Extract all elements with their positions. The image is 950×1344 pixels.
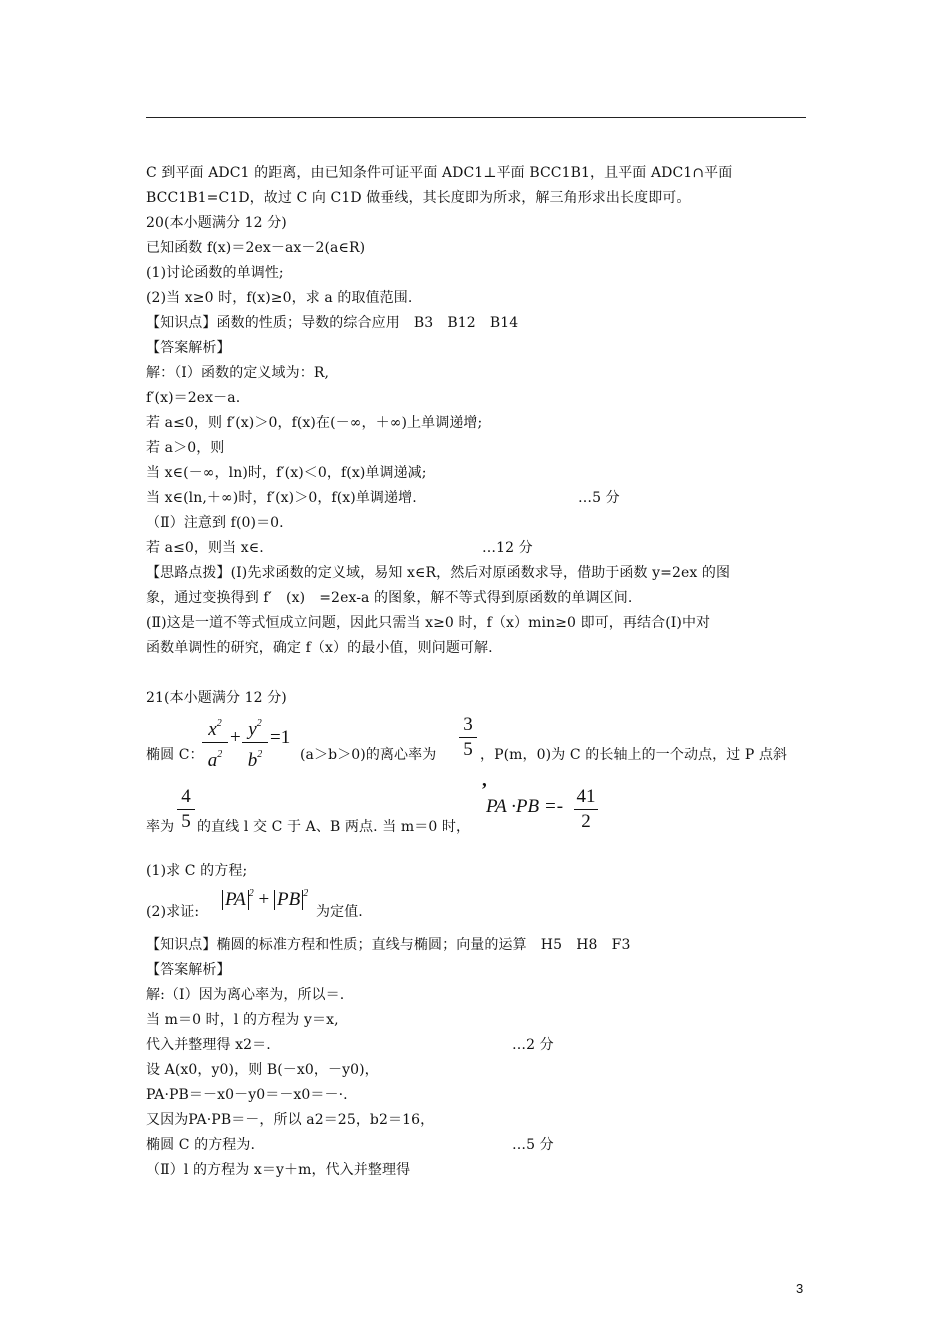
comma-mark: , bbox=[482, 770, 487, 791]
text-line: 椭圆 C 的方程为. bbox=[146, 1137, 256, 1153]
dot-product-lhs: PA ·PB =- bbox=[486, 796, 564, 817]
text-line: ，P(m，0)为 C 的长轴上的一个动点，过 P 点斜 bbox=[480, 747, 788, 763]
text-line: 若 a≤0，则 f′(x)＞0，f(x)在(－∞，＋∞)上单调递增; bbox=[146, 415, 483, 431]
text-line: 又因为PA·PB＝－，所以 a2＝25，b2＝16， bbox=[146, 1112, 435, 1128]
text-line: (a＞b＞0)的离心率为 bbox=[300, 747, 437, 763]
eccentricity-fraction: 3 5 bbox=[459, 714, 477, 761]
text-line: (1)求 C 的方程; bbox=[146, 863, 248, 879]
problem-21-heading: 21(本小题满分 12 分) bbox=[146, 690, 287, 706]
knowledge-point: 【知识点】函数的性质；导数的综合应用 B3 B12 B14 bbox=[146, 315, 519, 331]
score-mark: …12 分 bbox=[482, 540, 533, 556]
dot-product-fraction: 41 2 bbox=[574, 786, 598, 833]
text-line: PA·PB＝－x0－y0＝－x0＝－·. bbox=[146, 1087, 348, 1103]
text-line: (1)讨论函数的单调性; bbox=[146, 265, 284, 281]
text-line: 代入并整理得 x2＝. bbox=[146, 1037, 271, 1053]
score-mark: …5 分 bbox=[578, 490, 620, 506]
text-line: BCC1B1=C1D，故过 C 向 C1D 做垂线，其长度即为所求，解三角形求出长度即可。 bbox=[146, 190, 691, 206]
score-mark: …5 分 bbox=[512, 1137, 554, 1153]
ellipse-y-term: $y^2$ $b^2$ bbox=[242, 713, 268, 772]
text-line: C 到平面 ADC1 的距离，由已知条件可证平面 ADC1⊥平面 BCC1B1，且平面 ADC1∩平面 bbox=[146, 165, 733, 181]
header-rule bbox=[146, 117, 806, 118]
text-line: 函数单调性的研究，确定 f（x）的最小值，则问题可解. bbox=[146, 640, 493, 656]
text-line: f′(x)＝2ex－a. bbox=[146, 390, 241, 406]
text-line: 的直线 l 交 C 于 A、B 两点. 当 m＝0 时， bbox=[197, 819, 471, 835]
text-line: 率为 bbox=[146, 819, 175, 835]
text-line: 已知函数 f(x)＝2ex－ax－2(a∈R) bbox=[146, 240, 366, 256]
problem-20-heading: 20(本小题满分 12 分) bbox=[146, 215, 287, 231]
text-line: （Ⅱ）注意到 f(0)＝0. bbox=[146, 515, 284, 531]
answer-heading: 【答案解析】 bbox=[146, 962, 231, 978]
answer-heading: 【答案解析】 bbox=[146, 340, 231, 356]
text-line: 当 x∈(－∞，ln)时，f′(x)＜0，f(x)单调递减; bbox=[146, 465, 427, 481]
text-line: 若 a＞0，则 bbox=[146, 440, 225, 456]
text-line: (2)当 x≥0 时，f(x)≥0，求 a 的取值范围. bbox=[146, 290, 413, 306]
text-line: 椭圆 C： bbox=[146, 747, 204, 763]
page-number: 3 bbox=[796, 1281, 804, 1296]
text-line: 为定值. bbox=[316, 904, 363, 920]
ellipse-x-term: $x^2$ $a^2$ bbox=[202, 713, 228, 772]
score-mark: …2 分 bbox=[512, 1037, 554, 1053]
text-line: (2)求证: bbox=[146, 904, 200, 920]
text-line: 当 x∈(ln,＋∞)时，f′(x)＞0，f(x)单调递增. bbox=[146, 490, 417, 506]
knowledge-point: 【知识点】椭圆的标准方程和性质；直线与椭圆；向量的运算 H5 H8 F3 bbox=[146, 937, 631, 953]
text-line: 解：（Ⅰ）函数的定义域为：R, bbox=[146, 365, 330, 381]
text-line: 象，通过变换得到 f′ (x) =2ex-a 的图象，解不等式得到原函数的单调区间. bbox=[146, 590, 633, 606]
text-line: 若 a≤0，则当 x∈. bbox=[146, 540, 264, 556]
plus-sign: + bbox=[230, 727, 241, 748]
hint-line: 【思路点拨】(Ⅰ)先求函数的定义域，易知 x∈R，然后对原函数求导，借助于函数 y=2ex 的图 bbox=[146, 565, 731, 581]
text-line: 当 m＝0 时，l 的方程为 y＝x, bbox=[146, 1012, 339, 1028]
equals-one: =1 bbox=[270, 727, 291, 748]
text-line: 解:（Ⅰ）因为离心率为，所以＝. bbox=[146, 987, 345, 1003]
text-line: (Ⅱ)这是一道不等式恒成立问题，因此只需当 x≥0 时，f（x）min≥0 即可，再结合(Ⅰ)中对 bbox=[146, 615, 711, 631]
slope-fraction: 4 5 bbox=[177, 786, 195, 833]
text-line: 设 A(x0，y0)，则 B(－x0，－y0)， bbox=[146, 1062, 379, 1078]
norm-sum-expression: PA $^2$ + PB $^2$ bbox=[222, 888, 308, 911]
text-line: （Ⅱ）l 的方程为 x＝y＋m，代入并整理得 bbox=[146, 1162, 411, 1178]
